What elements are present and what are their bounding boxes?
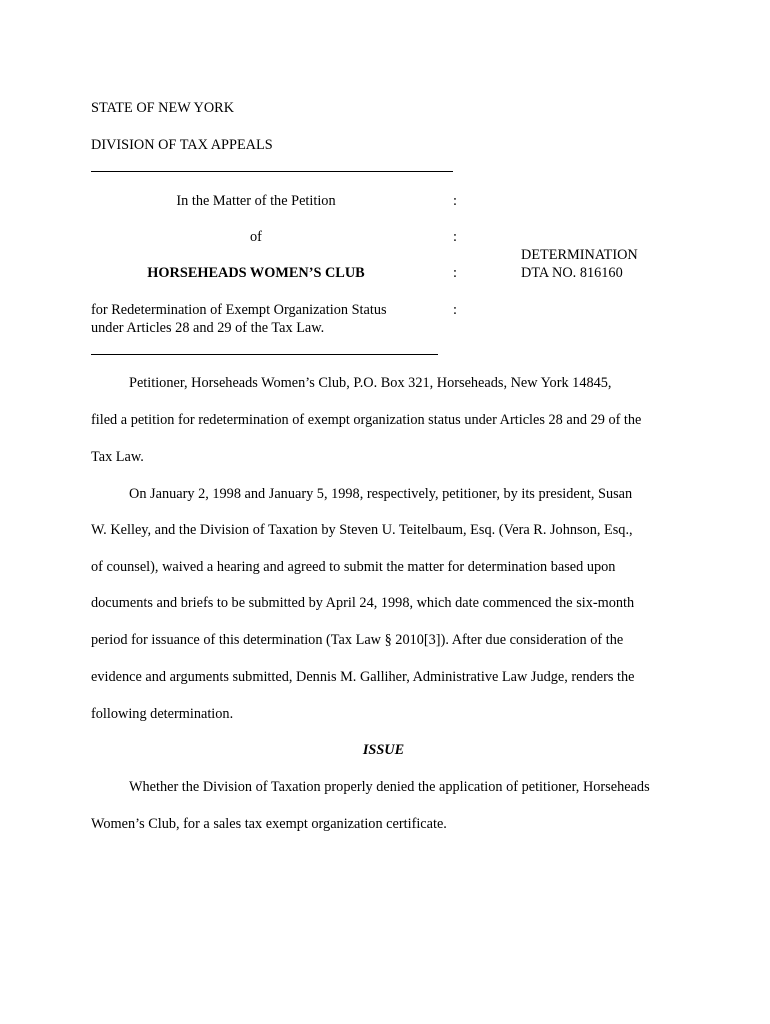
caption-bottom-rule [91,354,438,355]
paragraph-line: W. Kelley, and the Division of Taxation by Steven U. Teitelbaum, Esq. (Vera R. Johnson, Esq., [91,522,633,538]
document-type: DETERMINATION [521,247,638,263]
paragraph-line: following determination. [91,706,234,722]
paragraph-line: of counsel), waived a hearing and agreed to submit the matter for determination based upon [91,559,616,575]
paragraph-line: Petitioner, Horseheads Women’s Club, P.O. Box 321, Horseheads, New York 14845, [129,375,612,391]
state-heading: STATE OF NEW YORK [91,100,235,116]
caption-top-rule [91,171,453,172]
caption-colon: : [453,229,457,245]
paragraph-line: On January 2, 1998 and January 5, 1998, respectively, petitioner, by its president, Susan [129,486,633,502]
purpose-line: for Redetermination of Exempt Organization Status [91,302,387,318]
paragraph-line: Women’s Club, for a sales tax exempt organization certificate. [91,816,447,832]
purpose-line: under Articles 28 and 29 of the Tax Law. [91,320,325,336]
caption-colon: : [453,302,457,318]
petitioner-name: HORSEHEADS WOMEN’S CLUB [147,265,365,281]
of-line: of [250,229,262,245]
caption-colon: : [453,193,457,209]
caption-colon: : [453,265,457,281]
paragraph-line: period for issuance of this determination (Tax Law § 2010[3]). After due consideration of the [91,632,624,648]
paragraph-line: evidence and arguments submitted, Dennis M. Galliher, Administrative Law Judge, renders the [91,669,635,685]
dta-number: DTA NO. 816160 [521,265,623,281]
paragraph-line: Whether the Division of Taxation properly denied the application of petitioner, Horseheads [129,779,650,795]
matter-line: In the Matter of the Petition [176,193,336,209]
division-heading: DIVISION OF TAX APPEALS [91,137,273,153]
issue-heading: ISSUE [362,742,405,758]
paragraph-line: filed a petition for redetermination of exempt organization status under Articles 28 and 29 of the [91,412,642,428]
paragraph-line: documents and briefs to be submitted by April 24, 1998, which date commenced the six-month [91,595,635,611]
paragraph-line: Tax Law. [91,449,144,465]
